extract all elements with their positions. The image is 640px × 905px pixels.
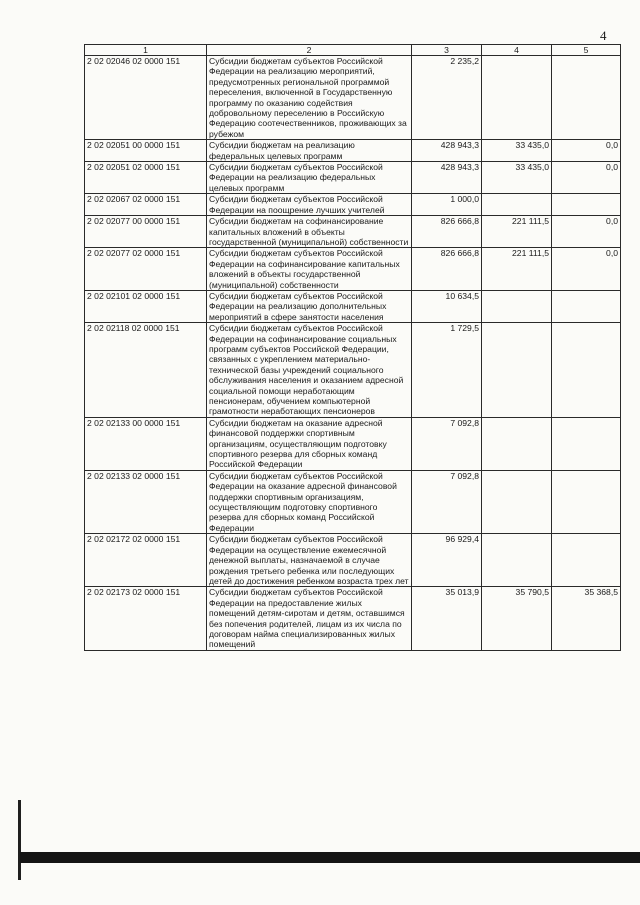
amount-col5-cell — [552, 290, 621, 322]
amount-col5-cell: 0,0 — [552, 248, 621, 291]
budget-table — [84, 44, 621, 651]
budget-code-cell: 2 02 02173 02 0000 151 — [85, 587, 207, 650]
amount-col4-cell: 35 790,5 — [482, 587, 552, 650]
amount-col4-cell — [482, 417, 552, 470]
amount-col3-cell: 96 929,4 — [412, 534, 482, 587]
amount-col4-cell — [482, 323, 552, 418]
amount-col3-cell: 10 634,5 — [412, 290, 482, 322]
table-row — [85, 194, 621, 216]
description-cell: Субсидии бюджетам субъектов Российской Федерации на софинансирование капитальных вложений в объекты государственной (муниципальной) собственности — [207, 248, 412, 291]
table-row — [85, 248, 621, 291]
column-header-5: 5 — [552, 45, 621, 56]
table-row — [85, 140, 621, 162]
amount-col5-cell — [552, 56, 621, 140]
amount-col3-cell: 826 666,8 — [412, 248, 482, 291]
amount-col5-cell: 0,0 — [552, 216, 621, 248]
amount-col5-cell — [552, 194, 621, 216]
budget-code-cell: 2 02 02051 00 0000 151 — [85, 140, 207, 162]
amount-col3-cell: 2 235,2 — [412, 56, 482, 140]
table-row — [85, 323, 621, 418]
table-row — [85, 534, 621, 587]
amount-col4-cell — [482, 194, 552, 216]
description-cell: Субсидии бюджетам субъектов Российской Федерации на софинансирование социальных программ субъектов Российской Федерации, связанных с укреплением материально-технической базы учреждений социального обслуживания населения и оказанием адресной социальной помощи неработающим пенсионерам, обучением компьютерной грамотности неработающих пенсионеров — [207, 323, 412, 418]
amount-col5-cell: 0,0 — [552, 162, 621, 194]
table-row — [85, 587, 621, 650]
table-row — [85, 216, 621, 248]
amount-col3-cell: 1 729,5 — [412, 323, 482, 418]
description-cell: Субсидии бюджетам субъектов Российской Федерации на реализацию федеральных целевых программ — [207, 162, 412, 194]
table-row — [85, 162, 621, 194]
table-row — [85, 417, 621, 470]
budget-code-cell: 2 02 02172 02 0000 151 — [85, 534, 207, 587]
column-header-1: 1 — [85, 45, 207, 56]
description-cell: Субсидии бюджетам на реализацию федеральных целевых программ — [207, 140, 412, 162]
scan-edge-shadow-bottom — [20, 852, 640, 863]
amount-col4-cell: 221 111,5 — [482, 216, 552, 248]
amount-col4-cell: 33 435,0 — [482, 162, 552, 194]
description-cell: Субсидии бюджетам на софинансирование капитальных вложений в объекты государственной (муниципальной) собственности — [207, 216, 412, 248]
amount-col4-cell — [482, 534, 552, 587]
amount-col3-cell: 7 092,8 — [412, 470, 482, 533]
amount-col3-cell: 428 943,3 — [412, 162, 482, 194]
table-row — [85, 56, 621, 140]
amount-col5-cell — [552, 470, 621, 533]
scan-edge-shadow-left — [18, 800, 21, 880]
column-header-3: 3 — [412, 45, 482, 56]
budget-code-cell: 2 02 02077 00 0000 151 — [85, 216, 207, 248]
amount-col3-cell: 35 013,9 — [412, 587, 482, 650]
column-header-2: 2 — [207, 45, 412, 56]
description-cell: Субсидии бюджетам субъектов Российской Федерации на оказание адресной финансовой поддержки спортивным организациям, осуществляющим подготовку спортивного резерва для сборных команд Российской Федерации — [207, 470, 412, 533]
description-cell: Субсидии бюджетам субъектов Российской Федерации на осуществление ежемесячной денежной выплаты, назначаемой в случае рождения третьего ребенка или последующих детей до достижения ребенком возраста трех лет — [207, 534, 412, 587]
budget-code-cell: 2 02 02067 02 0000 151 — [85, 194, 207, 216]
amount-col3-cell: 826 666,8 — [412, 216, 482, 248]
column-header-4: 4 — [482, 45, 552, 56]
amount-col3-cell: 428 943,3 — [412, 140, 482, 162]
table-row — [85, 290, 621, 322]
budget-code-cell: 2 02 02077 02 0000 151 — [85, 248, 207, 291]
budget-code-cell: 2 02 02133 00 0000 151 — [85, 417, 207, 470]
description-cell: Субсидии бюджетам на оказание адресной финансовой поддержки спортивным организациям, осуществляющим подготовку спортивного резерва для сборных команд Российской Федерации — [207, 417, 412, 470]
page-number: 4 — [600, 28, 607, 43]
description-cell: Субсидии бюджетам субъектов Российской Федерации на предоставление жилых помещений детям-сиротам и детям, оставшимся без попечения родителей, лицам из их числа по договорам найма специализированных жилых помещений — [207, 587, 412, 650]
budget-code-cell: 2 02 02133 02 0000 151 — [85, 470, 207, 533]
amount-col4-cell: 221 111,5 — [482, 248, 552, 291]
amount-col5-cell — [552, 323, 621, 418]
amount-col5-cell: 0,0 — [552, 140, 621, 162]
amount-col4-cell — [482, 56, 552, 140]
table-header-row — [85, 45, 621, 56]
amount-col3-cell: 1 000,0 — [412, 194, 482, 216]
description-cell: Субсидии бюджетам субъектов Российской Федерации на реализацию мероприятий, предусмотренных региональной программой переселения, включенной в Государственную программу по оказанию содействия добровольному переселению в Российскую Федерацию соотечественников, проживающих за рубежом — [207, 56, 412, 140]
amount-col5-cell — [552, 417, 621, 470]
amount-col4-cell: 33 435,0 — [482, 140, 552, 162]
description-cell: Субсидии бюджетам субъектов Российской Федерации на поощрение лучших учителей — [207, 194, 412, 216]
amount-col3-cell: 7 092,8 — [412, 417, 482, 470]
table-row — [85, 470, 621, 533]
amount-col5-cell — [552, 534, 621, 587]
budget-code-cell: 2 02 02101 02 0000 151 — [85, 290, 207, 322]
budget-code-cell: 2 02 02118 02 0000 151 — [85, 323, 207, 418]
budget-code-cell: 2 02 02046 02 0000 151 — [85, 56, 207, 140]
budget-code-cell: 2 02 02051 02 0000 151 — [85, 162, 207, 194]
amount-col5-cell: 35 368,5 — [552, 587, 621, 650]
amount-col4-cell — [482, 290, 552, 322]
amount-col4-cell — [482, 470, 552, 533]
description-cell: Субсидии бюджетам субъектов Российской Федерации на реализацию дополнительных мероприятий в сфере занятости населения — [207, 290, 412, 322]
